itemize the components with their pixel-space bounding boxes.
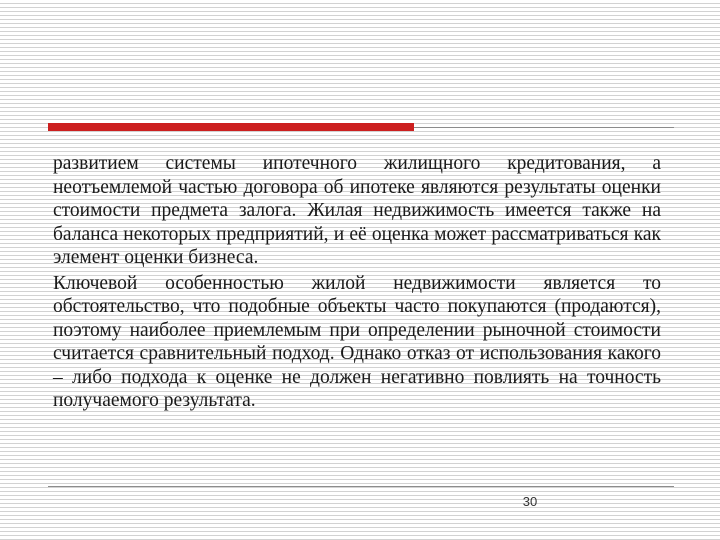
page-number: 30 [522, 494, 538, 509]
slide-body [53, 152, 661, 413]
accent-bar [48, 123, 414, 131]
paragraph-2: Ключевой особенностью жилой недвижимости является то обстоятельство, что подобные объекты часто покупаются (продаются), поэтому наиболее приемлемым при определении рыночной стоимости считается сравнительный подход. Однако отказ от использования какого – либо подхода к оценке не должен негативно повлиять на точность получаемого результата. [53, 272, 661, 411]
bottom-divider-line [48, 486, 674, 487]
paragraph-1: развитием системы ипотечного жилищного кредитования, а неотъемлемой частью договора об ипотеке являются результаты оценки стоимости предмета залога. Жилая недвижимость имеется также на баланса некоторых предприятий, и её оценка может рассматриваться как элемент оценки бизнеса. [53, 153, 661, 268]
